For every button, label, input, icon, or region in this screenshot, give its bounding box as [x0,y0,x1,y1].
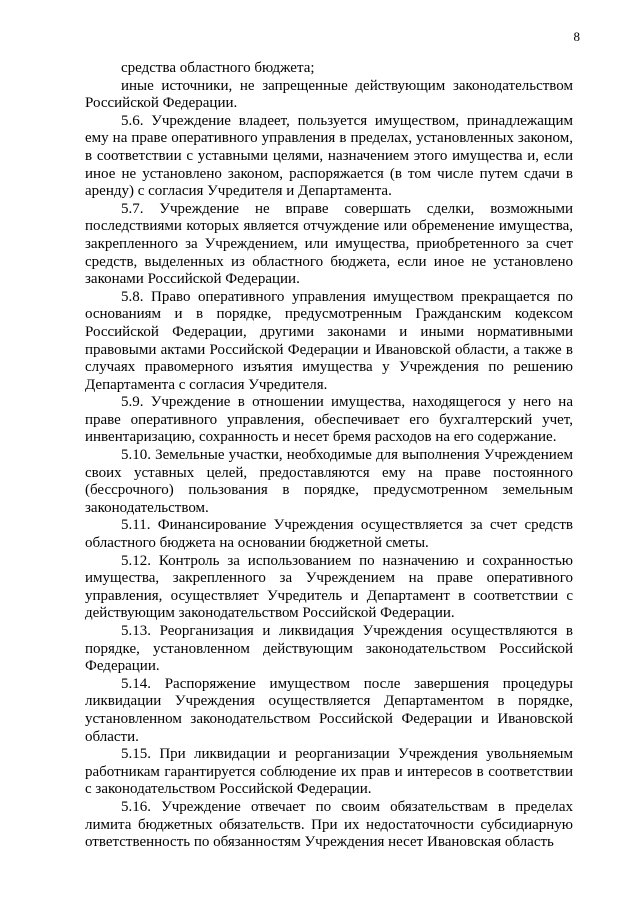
paragraph: 5.16. Учреждение отвечает по своим обязательствам в пределах лимита бюджетных обязательств. При их недостаточности субсидиарную ответственность по обязанностям Учреждения несет Ивановская область [85,798,573,851]
paragraph: 5.7. Учреждение не вправе совершать сделки, возможными последствиями которых является отчуждение или обременение имущества, закрепленного за Учреждением, или имущества, приобретенного за счет средств, выделенных из областного бюджета, если иное не установлено законами Российской Федерации. [85,200,573,288]
paragraph: 5.9. Учреждение в отношении имущества, находящегося у него на праве оперативного управления, обеспечивает его бухгалтерский учет, инвентаризацию, сохранность и несет бремя расходов на его содержание. [85,394,573,446]
paragraph: 5.12. Контроль за использованием по назначению и сохранностью имущества, закрепленного за Учреждением на праве оперативного управления, осуществляет Учредитель и Департамент в соответствии с действующим законодательством Российской Федерации. [85,552,573,622]
document-body [85,60,573,852]
page-number: 8 [573,29,580,44]
paragraph: 5.8. Право оперативного управления имуществом прекращается по основаниям и в порядке, предусмотренным Гражданским кодексом Российской Федерации, другими законами и иными нормативными правовыми актами Российской Федерации и Ивановской области, а также в случаях правомерного изъятия имущества у Учреждения по решению Департамента с согласия Учредителя. [85,288,573,393]
paragraph: 5.15. При ликвидации и реорганизации Учреждения увольняемым работникам гарантируется соблюдение их прав и интересов в соответствии с законодательством Российской Федерации. [85,746,573,798]
paragraph: 5.11. Финансирование Учреждения осуществляется за счет средств областного бюджета на основании бюджетной сметы. [85,517,573,552]
paragraph: 5.14. Распоряжение имуществом после завершения процедуры ликвидации Учреждения осуществляется Департаментом в порядке, установленном законодательством Российской Федерации и Ивановской области. [85,675,573,745]
paragraph: 5.13. Реорганизация и ликвидация Учреждения осуществляются в порядке, установленном действующим законодательством Российской Федерации. [85,623,573,675]
paragraph: средства областного бюджета; [121,60,315,76]
paragraph: 5.10. Земельные участки, необходимые для выполнения Учреждением своих уставных целей, предоставляются ему на праве постоянного (бессрочного) пользования в порядке, предусмотренном земельным законодательством. [85,447,573,516]
paragraph: иные источники, не запрещенные действующим законодательством Российской Федерации. [85,77,573,112]
paragraph: 5.6. Учреждение владеет, пользуется имуществом, принадлежащим ему на праве оперативного управления в пределах, установленных законом, в соответствии с уставными целями, назначением этого имущества и, если иное не установлено законом, распоряжается (в том числе путем сдачи в аренду) с согласия Учредителя и Департамента. [85,112,573,200]
